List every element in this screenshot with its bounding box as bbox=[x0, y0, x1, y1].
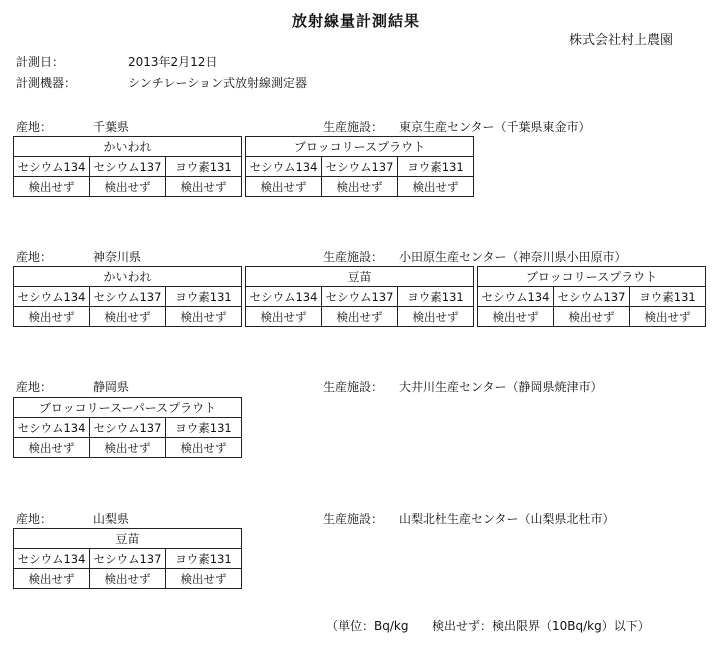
result-table bbox=[13, 266, 706, 327]
result-cell: 検出せず bbox=[166, 307, 242, 327]
nuclide-header: セシウム134 bbox=[478, 287, 554, 307]
date-label: 計測日： bbox=[16, 55, 65, 69]
nuclide-header: セシウム137 bbox=[90, 287, 166, 307]
product-header: かいわれ bbox=[14, 267, 242, 287]
nuclide-header: セシウム137 bbox=[90, 157, 166, 177]
nuclide-header: ヨウ素131 bbox=[166, 287, 242, 307]
facility-label: 生産施設： bbox=[323, 512, 384, 526]
result-cell: 検出せず bbox=[90, 569, 166, 589]
nuclide-header: セシウム137 bbox=[90, 549, 166, 569]
facility-label: 生産施設： bbox=[323, 250, 384, 264]
nuclide-header: セシウム134 bbox=[14, 549, 90, 569]
nuclide-header: ヨウ素131 bbox=[166, 549, 242, 569]
device-value: シンチレーション式放射線測定器 bbox=[128, 76, 307, 90]
result-cell: 検出せず bbox=[90, 307, 166, 327]
result-cell: 検出せず bbox=[14, 569, 90, 589]
result-table bbox=[13, 397, 242, 458]
result-table bbox=[13, 528, 242, 589]
nuclide-header: セシウム134 bbox=[246, 157, 322, 177]
nuclide-header: ヨウ素131 bbox=[166, 418, 242, 438]
origin-value: 静岡県 bbox=[93, 380, 130, 394]
result-cell: 検出せず bbox=[90, 177, 166, 197]
nuclide-header: ヨウ素131 bbox=[630, 287, 706, 307]
page-title: 放射線量計測結果 bbox=[292, 12, 421, 30]
date-value: 2013年2月12日 bbox=[128, 55, 218, 69]
nuclide-header: セシウム137 bbox=[322, 287, 398, 307]
company-name: 株式会社村上農園 bbox=[569, 33, 674, 48]
nuclide-header: セシウム137 bbox=[322, 157, 398, 177]
product-header: ブロッコリースプラウト bbox=[478, 267, 706, 287]
product-header: 豆苗 bbox=[14, 529, 242, 549]
nuclide-header: セシウム137 bbox=[554, 287, 630, 307]
unit-note: （単位：Bq/kg bbox=[326, 619, 409, 633]
origin-value: 神奈川県 bbox=[93, 250, 142, 264]
result-cell: 検出せず bbox=[322, 177, 398, 197]
result-cell: 検出せず bbox=[14, 438, 90, 458]
product-header: ブロッコリースーパースプラウト bbox=[14, 398, 242, 418]
nuclide-header: ヨウ素131 bbox=[166, 157, 242, 177]
product-header: かいわれ bbox=[14, 137, 242, 157]
result-cell: 検出せず bbox=[246, 307, 322, 327]
origin-value: 山梨県 bbox=[93, 512, 130, 526]
facility-value: 東京生産センター（千葉県東金市） bbox=[399, 120, 591, 134]
product-header: 豆苗 bbox=[246, 267, 474, 287]
result-cell: 検出せず bbox=[14, 177, 90, 197]
result-cell: 検出せず bbox=[166, 438, 242, 458]
detection-note: 検出せず：検出限界（10Bq/kg）以下） bbox=[432, 619, 650, 633]
device-label: 計測機器： bbox=[16, 76, 77, 90]
result-cell: 検出せず bbox=[554, 307, 630, 327]
result-cell: 検出せず bbox=[322, 307, 398, 327]
nuclide-header: セシウム137 bbox=[90, 418, 166, 438]
nuclide-header: ヨウ素131 bbox=[398, 157, 474, 177]
result-cell: 検出せず bbox=[398, 177, 474, 197]
origin-label: 産地： bbox=[16, 120, 53, 134]
result-cell: 検出せず bbox=[246, 177, 322, 197]
facility-label: 生産施設： bbox=[323, 120, 384, 134]
facility-value: 大井川生産センター（静岡県焼津市） bbox=[399, 380, 603, 394]
result-cell: 検出せず bbox=[90, 438, 166, 458]
result-cell: 検出せず bbox=[398, 307, 474, 327]
result-cell: 検出せず bbox=[166, 569, 242, 589]
nuclide-header: セシウム134 bbox=[246, 287, 322, 307]
origin-value: 千葉県 bbox=[93, 120, 130, 134]
facility-value: 山梨北杜生産センター（山梨県北杜市） bbox=[399, 512, 615, 526]
nuclide-header: セシウム134 bbox=[14, 287, 90, 307]
nuclide-header: セシウム134 bbox=[14, 157, 90, 177]
nuclide-header: ヨウ素131 bbox=[398, 287, 474, 307]
result-cell: 検出せず bbox=[630, 307, 706, 327]
origin-label: 産地： bbox=[16, 250, 53, 264]
result-cell: 検出せず bbox=[14, 307, 90, 327]
nuclide-header: セシウム134 bbox=[14, 418, 90, 438]
origin-label: 産地： bbox=[16, 512, 53, 526]
result-cell: 検出せず bbox=[166, 177, 242, 197]
product-header: ブロッコリースプラウト bbox=[246, 137, 474, 157]
origin-label: 産地： bbox=[16, 380, 53, 394]
facility-label: 生産施設： bbox=[323, 380, 384, 394]
result-table bbox=[13, 136, 474, 197]
result-cell: 検出せず bbox=[478, 307, 554, 327]
facility-value: 小田原生産センター（神奈川県小田原市） bbox=[399, 250, 627, 264]
